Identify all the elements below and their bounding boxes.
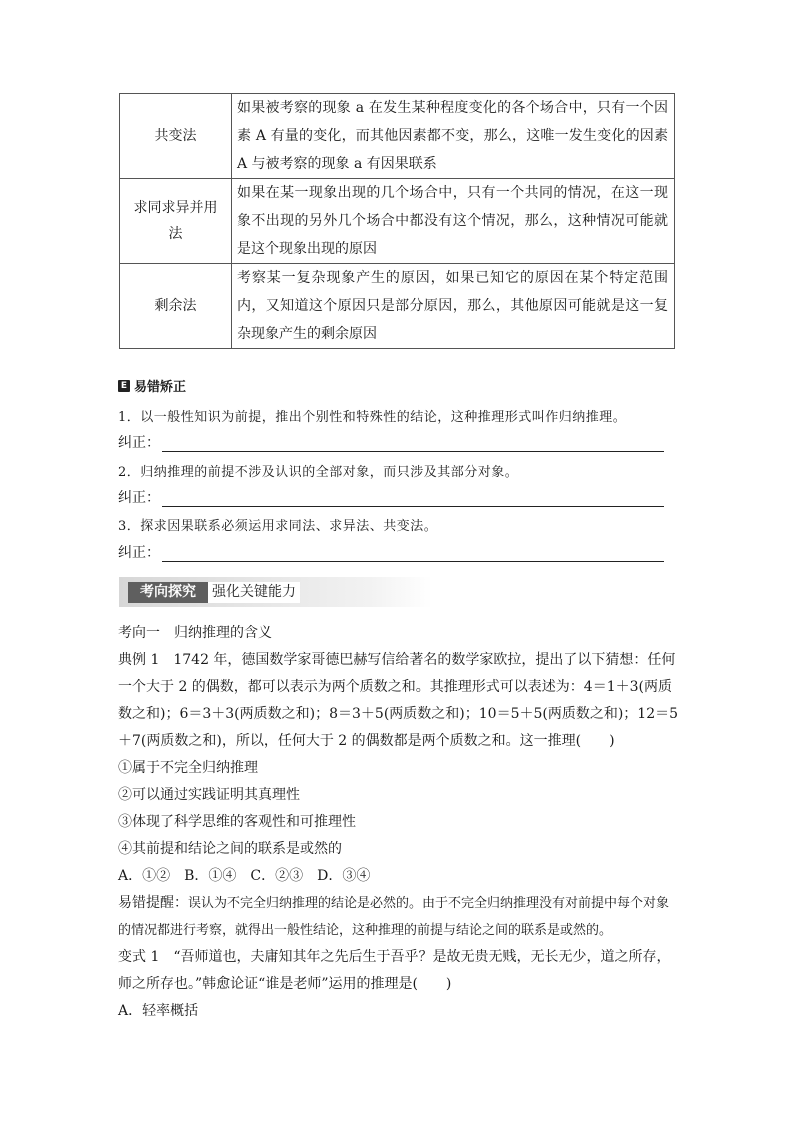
- correction-answer-line[interactable]: [162, 437, 664, 452]
- correction-label: 纠正：: [118, 545, 160, 561]
- correction-field: [118, 487, 664, 507]
- reasoning-methods-table: [119, 93, 675, 349]
- method-name: 剩余法: [120, 264, 232, 349]
- correction-section-heading: [118, 376, 186, 395]
- option-item: ④其前提和结论之间的联系是或然的: [118, 841, 342, 857]
- variant-question: 变式 1 “吾师道也，夫庸知其年之先后生于吾乎？是故无贵无贱，无长无少，道之所存，师之所存也。”韩愈论证“谁是老师”运用的推理是( ): [118, 949, 671, 992]
- method-description: 考察某一复杂现象产生的原因，如果已知它的原因在某个特定范围内，又知道这个原因只是部分原因，那么，其他原因可能就是这一复杂现象产生的剩余原因: [232, 264, 675, 349]
- answer-choices: A．①② B．①④ C．②③ D．③④: [118, 868, 371, 884]
- option-item: ①属于不完全归纳推理: [118, 760, 258, 776]
- correction-label: 纠正：: [118, 435, 160, 451]
- option-item: ③体现了科学思维的客观性和可推理性: [118, 814, 356, 830]
- method-description: 如果被考察的现象 a 在发生某种程度变化的各个场合中，只有一个因素 A 有量的变化，而其他因素都不变，那么，这唯一发生变化的因素 A 与被考察的现象 a 有因果联系: [232, 94, 675, 179]
- example-question: 典例 1 1742 年，德国数学家哥德巴赫写信给著名的数学家欧拉，提出了以下猜想：任何一个大于 2 的偶数，都可以表示为两个质数之和。其推理形式可以表述为：4＝1＋3(两质数之和)；6＝3＋3(两质数之和)；8＝3＋5(两质数之和)；10＝5＋5(两质数之和)；12＝5＋7(两质数之和)，所以，任何大于 2 的偶数都是两个质数之和。这一推理( ): [118, 652, 679, 749]
- error-hint: [118, 890, 680, 944]
- hint-text: 误认为不完全归纳推理的结论是必然的。由于不完全归纳推理没有对前提中每个对象的情况都进行考察，就得出一般性结论，这种推理的前提与结论之间的联系是或然的。: [118, 896, 670, 938]
- correction-item: 2．归纳推理的前提不涉及认识的全部对象，而只涉及其部分对象。: [118, 465, 519, 480]
- correction-answer-line[interactable]: [162, 547, 664, 562]
- section-e-icon: E: [118, 380, 130, 392]
- table-row: [120, 179, 675, 264]
- correction-label: 纠正：: [118, 490, 160, 506]
- banner-subtitle: 强化关键能力: [208, 582, 300, 603]
- method-name: 求同求异并用法: [120, 179, 232, 264]
- table-row: [120, 94, 675, 179]
- answer-option-a: A．轻率概括: [118, 1003, 199, 1019]
- correction-item: 1．以一般性知识为前提，推出个别性和特殊性的结论，这种推理形式叫作归纳推理。: [118, 410, 627, 425]
- banner-title: 考向探究: [128, 582, 208, 603]
- option-item: ②可以通过实践证明其真理性: [118, 787, 300, 803]
- hint-label: 易错提醒：: [118, 895, 188, 911]
- correction-answer-line[interactable]: [162, 492, 664, 507]
- direction-title: 考向一 归纳推理的含义: [118, 625, 272, 641]
- method-name: 共变法: [120, 94, 232, 179]
- section-banner: [119, 577, 432, 607]
- method-description: 如果在某一现象出现的几个场合中，只有一个共同的情况，在这一现象不出现的另外几个场合中都没有这个情况，那么，这种情况可能就是这个现象出现的原因: [232, 179, 675, 264]
- exercise-content: [118, 620, 680, 1025]
- correction-item: 3．探求因果联系必须运用求同法、求异法、共变法。: [118, 519, 438, 534]
- correction-field: [118, 542, 664, 562]
- section-title: 易错矫正: [134, 380, 187, 395]
- correction-field: [118, 432, 664, 452]
- table-row: [120, 264, 675, 349]
